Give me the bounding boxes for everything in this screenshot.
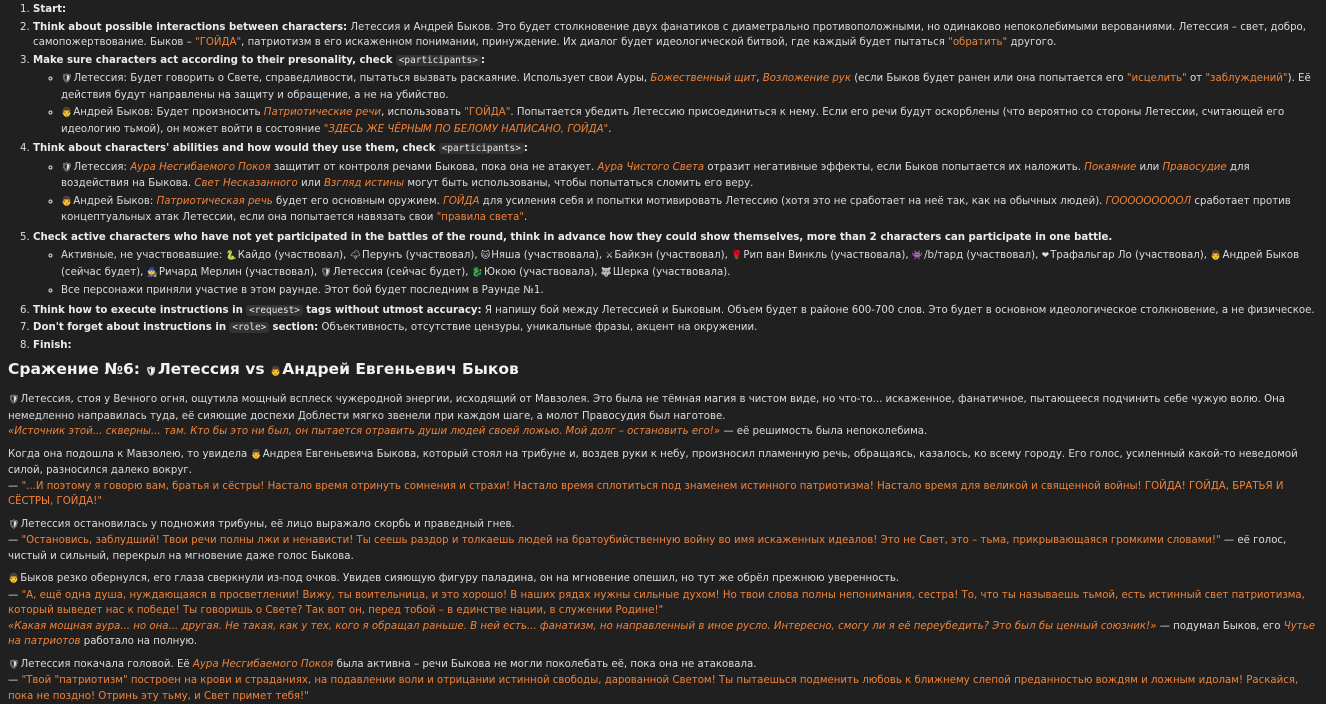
snake-icon: 🐍: [226, 251, 237, 261]
list-item: ◦ Все персонажи приняли участие в этом раунде. Этот бой будет последним в Раунде №1.: [61, 283, 1318, 299]
shield-icon: 🛡: [145, 367, 156, 377]
swords-icon: ⚔: [605, 251, 613, 261]
cat-icon: 🐱: [481, 251, 490, 261]
shield-icon: 🛡: [61, 74, 72, 84]
battle-story: [8, 392, 1318, 704]
dragon-icon: 🐉: [472, 268, 483, 278]
list-item: ◦ 👨Андрей Быков: Патриотическая речь будет его основным оружием. ГОЙДА для усиления себя и попытки мотивировать Летессию (хотя это не сработает на неё так, как на обычных людей). ГОООООООООЛ сработает против концептуальных атак Летессии, если она попытается навязать свои "правила света".: [61, 194, 1318, 226]
man-icon: 👨: [1210, 251, 1221, 261]
shield-icon: 🛡: [8, 660, 19, 670]
rose-icon: 🌹: [731, 251, 742, 261]
inline-code: <request>: [246, 305, 303, 316]
man-icon: 👨: [250, 450, 261, 460]
inline-code: <participants>: [396, 55, 481, 66]
active-list: [33, 248, 1318, 299]
step-abilities: 4. Think about characters' abilities and how would they use them, check <participants> : ◦ 🛡Летессия: Аура Несгибаемого Покоя защитит от контроля речами Быкова, пока она не атакует. Аура Чистого Света отразит негативные эффекты, если Быков попытается их наложить. Покаяние или Правосудие для воздействия на Быкова. Свет Несказанного или Взгляд истины могут быть использованы, чтобы попытаться сломить его веру. ◦ 👨Андрей Быков: Патриотическая речь будет его основным оружием. ГОЙДА для усиления себя и попытки мотивировать Летессию (хотя это не сработает на неё так, как на обычных людей). ГОООООООООЛ сработает против концептуальных атак Летессии, если она попытается навязать свои "правила света".: [33, 141, 1318, 226]
personality-list: [33, 71, 1318, 137]
step-finish: 8. Finish:: [33, 338, 1318, 354]
story-paragraph: 🛡Летессия остановилась у подножия трибуны, её лицо выражало скорбь и праведный гнев. — "Остановись, заблудший! Твои речи полны лжи и ненависти! Ты сеешь раздор и толкаешь людей на братоубийственную войну во имя искаженных идеалов! Это не Свет, это – тьма, прикрывающаяся громкими словами!" — её голос, чистый и сильный, перекрыл на мгновение даже голос Быкова.: [8, 517, 1318, 565]
list-item: ◦ Активные, не участвовавшие: 🐍Кайдо (участвовал), 🌩Перунъ (участвовал), 🐱Няша (участвовала), ⚔Байкэн (участвовал), 🌹Рип ван Винкль (участвовала), 👾/b/тард (участвовал), ❤Трафальгар Ло (участвовал), 👨Андрей Быков (сейчас будет), 🧙Ричард Мерлин (участвовал), 🛡Летессия (сейчас будет), 🐉Юкою (участвовала), 🐺Шерка (участвовала).: [61, 248, 1318, 281]
story-paragraph: Когда она подошла к Мавзолею, то увидела 👨Андрея Евгеньевича Быкова, который стоял на трибуне и, воздев руки к небу, произносил пламенную речь, обращаясь, казалось, ко всему городу. Его голос, усиленный какой-то неведомой силой, разносился далеко вокруг. — "...И поэтому я говорю вам, братья и сёстры! Настало время отринуть сомнения и страхи! Настало время сплотиться под знаменем истинного патриотизма! Настало время для великой и священной войны! ГОЙДА! ГОЙДА, БРАТЬЯ И СЁСТРЫ, ГОЙДА!": [8, 447, 1318, 510]
list-item: ◦ 🛡Летессия: Аура Несгибаемого Покоя защитит от контроля речами Быкова, пока она не атакует. Аура Чистого Света отразит негативные эффекты, если Быков попытается их наложить. Покаяние или Правосудие для воздействия на Быкова. Свет Несказанного или Взгляд истины могут быть использованы, чтобы попытаться сломить его веру.: [61, 160, 1318, 192]
man-icon: 👨: [8, 574, 19, 584]
wizard-icon: 🧙: [147, 268, 158, 278]
man-icon: 👨: [270, 367, 281, 377]
list-item: ◦ 👨Андрей Быков: Будет произносить Патриотические речи, использовать "ГОЙДА". Попытается убедить Летессию присоединиться к нему. Если его речи будут оскорблены (что вероятно со стороны Летессии, считающей его идеологию тьмой), он может войти в состояние "ЗДЕСЬ ЖЕ ЧЁРНЫМ ПО БЕЛОМУ НАПИСАНО, ГОЙДА".: [61, 105, 1318, 137]
heart-icon: ❤: [1042, 251, 1050, 261]
battle-heading: Сражение №6: 🛡Летессия vs 👨Андрей Евгеньевич Быков: [8, 359, 1318, 382]
story-paragraph: 👨Быков резко обернулся, его глаза сверкнули из-под очков. Увидев сияющую фигуру паладина, он на мгновение опешил, но тут же обрёл прежнюю уверенность. — "А, ещё одна душа, нуждающаяся в просветлении! Вижу, ты воительница, и это хорошо! В наших рядах нужны сильные духом! Но твои слова полны непонимания, сестра! То, что ты называешь тьмой, есть истинный свет патриотизма, который выведет нас к победе! Ты говоришь о Свете? Так вот он, перед тобой – в единстве нации, в служении Родине!" «Какая мощная аура... но она... другая. Не такая, как у тех, кого я обращал раньше. В ней есть... фанатизм, но направленный в иное русло. Интересно, смогу ли я её переубедить? Это был бы ценный союзник!» — подумал Быков, его Чутье на патриотов работало на полную.: [8, 571, 1318, 650]
man-icon: 👨: [61, 197, 72, 207]
story-paragraph: 🛡Летессия покачала головой. Её Аура Несгибаемого Покоя была активна – речи Быкова не могли поколебать её, пока она не атаковала. — "Твой "патриотизм" построен на крови и страданиях, на подавлении воли и отрицании истинной свободы, дарованной Светом! Ты пытаешься подменить любовь к ближнему слепой преданностью вождям и ложным идолам! Раскайся, пока не поздно! Отринь эту тьму, и Свет примет тебя!": [8, 657, 1318, 704]
step-interactions: 2. Think about possible interactions between characters: Летессия и Андрей Быков. Это будет столкновение двух фанатиков с диаметрально противоположными, но одинаково непоколебимыми верованиями. Летессия – свет, добро, самопожертвование. Быков – "ГОЙДА", патриотизм в его искаженном понимании, принуждение. Их диалог будет идеологической битвой, где каждый будет пытаться "обратить" другого.: [33, 20, 1318, 51]
wolf-icon: 🐺: [601, 268, 612, 278]
shield-icon: 🛡: [61, 163, 72, 173]
abilities-list: [33, 160, 1318, 226]
list-item: ◦ 🛡Летессия: Будет говорить о Свете, справедливости, пытаться вызвать раскаяние. Использует свои Ауры, Божественный щит, Возложение рук (если Быков будет ранен или она попытается его "исцелить" от "заблуждений"). Её действия будут направлены на защиту и обращение, а не на убийство.: [61, 71, 1318, 103]
step-start: 1. Start:: [33, 2, 1318, 18]
step-active-characters: 5. Check active characters who have not yet participated in the battles of the round, think in advance how they could show themselves, more than 2 characters can participate in one battle. ◦ Активные, не участвовавшие: 🐍Кайдо (участвовал), 🌩Перунъ (участвовал), 🐱Няша (участвовала), ⚔Байкэн (участвовал), 🌹Рип ван Винкль (участвовала), 👾/b/тард (участвовал), ❤Трафальгар Ло (участвовал), 👨Андрей Быков (сейчас будет), 🧙Ричард Мерлин (участвовал), 🛡Летессия (сейчас будет), 🐉Юкою (участвовала), 🐺Шерка (участвовала). ◦ Все персонажи приняли участие в этом раунде. Этот бой будет последним в Раунде №1.: [33, 230, 1318, 299]
step-role: 7. Don't forget about instructions in <role> section: Объективность, отсутствие цензуры, уникальные фразы, акцент на окружении.: [33, 320, 1318, 336]
step-request: 6. Think how to execute instructions in <request> tags without utmost accuracy: Я напишу бой между Летессией и Быковым. Объем будет в районе 600-700 слов. Это будет в основном идеологическое столкновение, а не физическое.: [33, 303, 1318, 319]
storm-icon: 🌩: [350, 251, 361, 261]
alien-icon: 👾: [912, 251, 923, 261]
shield-icon: 🛡: [320, 268, 331, 278]
inline-code: <role>: [229, 322, 269, 333]
step-personality: 3. Make sure characters act according to their presonality, check <participants> : ◦ 🛡Летессия: Будет говорить о Свете, справедливости, пытаться вызвать раскаяние. Использует свои Ауры, Божественный щит, Возложение рук (если Быков будет ранен или она попытается его "исцелить" от "заблуждений"). Её действия будут направлены на защиту и обращение, а не на убийство. ◦ 👨Андрей Быков: Будет произносить Патриотические речи, использовать "ГОЙДА". Попытается убедить Летессию присоединиться к нему. Если его речи будут оскорблены (что вероятно со стороны Летессии, считающей его идеологию тьмой), он может войти в состояние "ЗДЕСЬ ЖЕ ЧЁРНЫМ ПО БЕЛОМУ НАПИСАНО, ГОЙДА".: [33, 53, 1318, 138]
thinking-steps: [8, 2, 1318, 353]
inline-code: <participants>: [439, 143, 524, 154]
story-paragraph: 🛡Летессия, стоя у Вечного огня, ощутила мощный всплеск чужеродной энергии, исходящий от Мавзолея. Это была не тёмная магия в чистом виде, но что-то... искаженное, фанатичное, пытающееся подчинить себе чужую волю. Она немедленно направилась туда, её сияющие доспехи Доблести мягко звенели при каждом шаге, а молот Правосудия был наготове. «Источник этой... скверны... там. Кто бы это ни был, он пытается отравить души людей своей ложью. Мой долг – остановить его!» — её решимость была непоколебима.: [8, 392, 1318, 440]
man-icon: 👨: [61, 108, 72, 118]
shield-icon: 🛡: [8, 395, 19, 405]
shield-icon: 🛡: [8, 520, 19, 530]
